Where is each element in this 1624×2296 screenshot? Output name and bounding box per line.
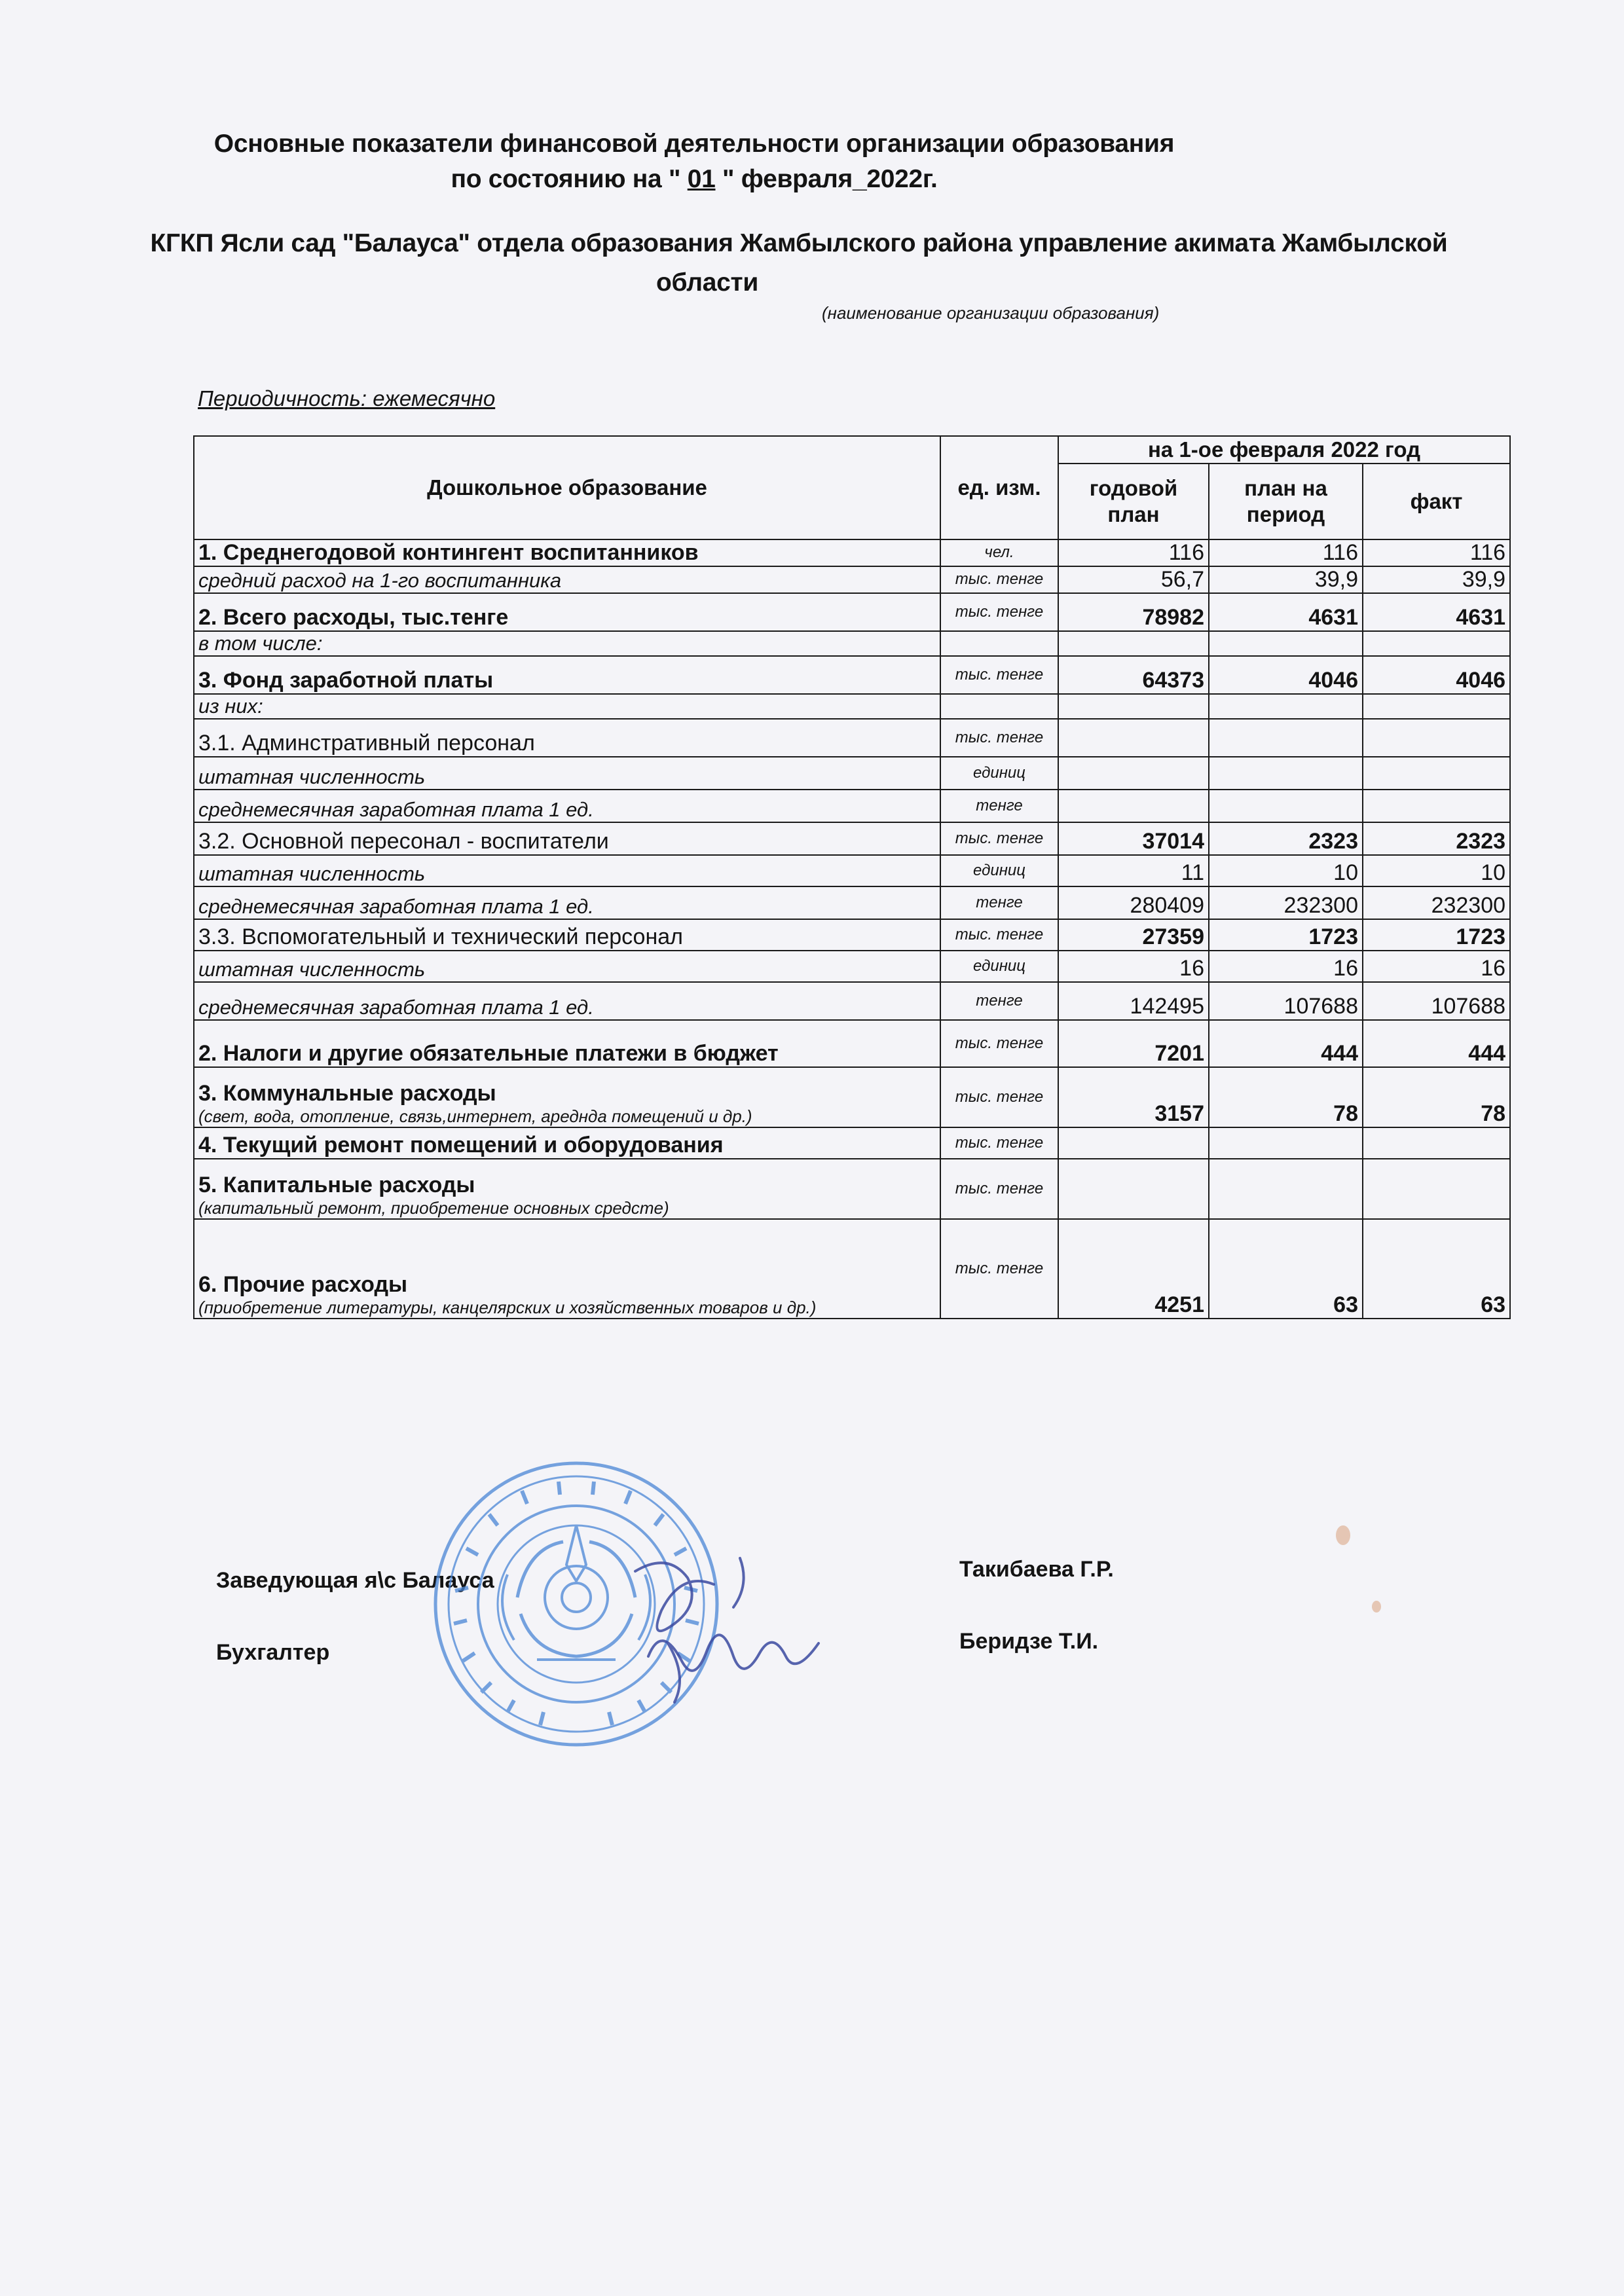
header-annual-plan: годовой план: [1058, 464, 1209, 539]
head-title: Заведующая я\с Балауса: [216, 1568, 494, 1593]
row-value-annual: 78982: [1058, 593, 1209, 631]
row-indicator-name: [194, 719, 940, 757]
row-value-fact: 2323: [1363, 822, 1510, 855]
table-row: [194, 757, 1510, 790]
row-unit: [940, 694, 1058, 719]
accountant-signature-icon: [609, 1545, 845, 1715]
row-value-period: 78: [1209, 1067, 1363, 1127]
row-value-annual: [1058, 719, 1209, 757]
table-row: [194, 1159, 1510, 1219]
row-value-annual: 4251: [1058, 1219, 1209, 1319]
row-unit: единиц: [940, 951, 1058, 982]
header-unit: ед. изм.: [940, 436, 1058, 539]
row-unit: тыс. тенге: [940, 1159, 1058, 1219]
row-indicator-name: [194, 566, 940, 593]
row-value-period: 107688: [1209, 982, 1363, 1020]
row-indicator-label: 1. Среднегодовой контингент воспитанников: [198, 539, 699, 565]
row-unit: [940, 631, 1058, 656]
row-value-fact: [1363, 719, 1510, 757]
document-date-line: [0, 165, 1506, 194]
row-indicator-name: [194, 1067, 940, 1127]
row-value-fact: 10: [1363, 855, 1510, 886]
row-value-period: 1723: [1209, 919, 1363, 951]
row-value-period: [1209, 790, 1363, 822]
row-value-fact: [1363, 631, 1510, 656]
row-value-period: 39,9: [1209, 566, 1363, 593]
table-row: [194, 855, 1510, 886]
row-value-annual: 116: [1058, 539, 1209, 566]
row-value-annual: 16: [1058, 951, 1209, 982]
header-period-plan: план на период: [1209, 464, 1363, 539]
row-indicator-name: [194, 886, 940, 919]
row-value-period: 10: [1209, 855, 1363, 886]
row-value-period: 4631: [1209, 593, 1363, 631]
table-row: [194, 566, 1510, 593]
row-unit: тыс. тенге: [940, 919, 1058, 951]
row-indicator-label: 3.2. Основной пересонал - воспитатели: [198, 828, 609, 854]
row-value-period: 63: [1209, 1219, 1363, 1319]
table-row: [194, 656, 1510, 694]
row-indicator-name: [194, 982, 940, 1020]
table-row: [194, 631, 1510, 656]
row-value-period: [1209, 719, 1363, 757]
table-row: [194, 790, 1510, 822]
header-date-group: на 1-ое февраля 2022 год: [1058, 436, 1510, 464]
table-row: [194, 719, 1510, 757]
row-indicator-label: 6. Прочие расходы: [198, 1271, 408, 1297]
row-indicator-label: 4. Текущий ремонт помещений и оборудования: [198, 1132, 724, 1157]
table-row: [194, 1127, 1510, 1159]
accountant-title: Бухгалтер: [216, 1640, 330, 1665]
row-value-period: 444: [1209, 1020, 1363, 1067]
header-indicator: Дошкольное образование: [194, 436, 940, 539]
row-indicator-note: (приобретение литературы, канцелярских и хозяйственных товаров и др.): [198, 1297, 817, 1317]
row-indicator-label: в том числе:: [198, 631, 323, 655]
row-indicator-name: [194, 951, 940, 982]
row-value-annual: [1058, 631, 1209, 656]
row-unit: единиц: [940, 757, 1058, 790]
row-indicator-label: из них:: [198, 694, 263, 718]
head-name: Такибаева Г.Р.: [959, 1557, 1114, 1582]
row-value-period: 116: [1209, 539, 1363, 566]
row-indicator-name: [194, 1127, 940, 1159]
table-row: [194, 593, 1510, 631]
row-indicator-label: 2. Налоги и другие обязательные платежи в бюджет: [198, 1040, 779, 1066]
row-indicator-label: 3.1. Админстративный персонал: [198, 730, 535, 756]
row-value-fact: 444: [1363, 1020, 1510, 1067]
row-value-fact: [1363, 1159, 1510, 1219]
row-value-annual: 280409: [1058, 886, 1209, 919]
row-value-fact: 16: [1363, 951, 1510, 982]
row-value-period: [1209, 1159, 1363, 1219]
row-value-period: [1209, 1127, 1363, 1159]
row-value-annual: [1058, 1127, 1209, 1159]
row-unit: тыс. тенге: [940, 566, 1058, 593]
row-indicator-name: [194, 855, 940, 886]
row-indicator-name: [194, 1020, 940, 1067]
row-unit: тыс. тенге: [940, 1219, 1058, 1319]
row-indicator-note: (капитальный ремонт, приобретение основных средсте): [198, 1197, 669, 1218]
row-unit: тыс. тенге: [940, 719, 1058, 757]
row-indicator-label: штатная численность: [198, 862, 426, 885]
row-indicator-label: средний расход на 1-го воспитанника: [198, 568, 562, 592]
row-indicator-label: штатная численность: [198, 957, 426, 981]
organization-name-line1: КГКП Ясли сад "Балауса" отдела образования Жамбылского района управление акимата Жамбылской: [150, 229, 1448, 257]
row-indicator-name: [194, 1219, 940, 1319]
row-unit: тыс. тенге: [940, 1067, 1058, 1127]
document-title: Основные показатели финансовой деятельности организации образования: [213, 130, 1175, 158]
row-value-annual: 64373: [1058, 656, 1209, 694]
row-value-fact: 116: [1363, 539, 1510, 566]
row-value-period: [1209, 757, 1363, 790]
row-value-fact: [1363, 694, 1510, 719]
row-value-annual: 3157: [1058, 1067, 1209, 1127]
accountant-name: Беридзе Т.И.: [959, 1629, 1099, 1654]
row-indicator-label: среднемесячная заработная плата 1 ед.: [198, 995, 594, 1019]
row-indicator-label: 2. Всего расходы, тыс.тенге: [198, 604, 509, 630]
row-indicator-name: [194, 822, 940, 855]
row-indicator-name: [194, 919, 940, 951]
row-indicator-label: среднемесячная заработная плата 1 ед.: [198, 797, 594, 821]
row-value-annual: 27359: [1058, 919, 1209, 951]
table-body: [194, 539, 1510, 1319]
row-value-fact: 78: [1363, 1067, 1510, 1127]
table-row: [194, 1067, 1510, 1127]
row-value-period: 16: [1209, 951, 1363, 982]
row-indicator-label: 3. Коммунальные расходы: [198, 1080, 496, 1106]
row-unit: тыс. тенге: [940, 1127, 1058, 1159]
row-indicator-name: [194, 539, 940, 566]
row-value-fact: 107688: [1363, 982, 1510, 1020]
table-row: [194, 1219, 1510, 1319]
row-indicator-label: 3.3. Вспомогательный и технический персонал: [198, 924, 683, 949]
row-indicator-label: 5. Капитальные расходы: [198, 1172, 475, 1197]
row-value-annual: [1058, 694, 1209, 719]
row-unit: тенге: [940, 790, 1058, 822]
table-row: [194, 951, 1510, 982]
row-value-period: [1209, 631, 1363, 656]
row-unit: тенге: [940, 982, 1058, 1020]
table-row: [194, 539, 1510, 566]
periodicity-label: Периодичность: ежемесячно: [198, 386, 496, 410]
row-indicator-label: среднемесячная заработная плата 1 ед.: [198, 894, 594, 918]
table-row: [194, 982, 1510, 1020]
row-value-fact: 4046: [1363, 656, 1510, 694]
table-row: [194, 1020, 1510, 1067]
row-unit: тыс. тенге: [940, 656, 1058, 694]
row-value-annual: [1058, 790, 1209, 822]
row-value-fact: 1723: [1363, 919, 1510, 951]
row-indicator-label: штатная численность: [198, 765, 426, 788]
paper-smudge: [1336, 1525, 1350, 1545]
row-value-annual: [1058, 757, 1209, 790]
row-indicator-name: [194, 1159, 940, 1219]
row-indicator-name: [194, 593, 940, 631]
row-unit: тыс. тенге: [940, 822, 1058, 855]
row-indicator-name: [194, 694, 940, 719]
row-value-fact: [1363, 757, 1510, 790]
table-row: [194, 822, 1510, 855]
row-unit: тыс. тенге: [940, 1020, 1058, 1067]
row-value-annual: 56,7: [1058, 566, 1209, 593]
row-value-fact: 4631: [1363, 593, 1510, 631]
row-value-period: 2323: [1209, 822, 1363, 855]
row-value-fact: 63: [1363, 1219, 1510, 1319]
row-unit: чел.: [940, 539, 1058, 566]
row-indicator-note: (свет, вода, отопление, связь,интернет, ареднда помещений и др.): [198, 1106, 752, 1126]
date-day: 01: [687, 165, 716, 193]
row-value-fact: 232300: [1363, 886, 1510, 919]
date-prefix: по состоянию на ": [451, 165, 688, 193]
row-indicator-name: [194, 790, 940, 822]
row-indicator-name: [194, 656, 940, 694]
row-value-annual: 37014: [1058, 822, 1209, 855]
row-value-period: 4046: [1209, 656, 1363, 694]
row-indicator-name: [194, 757, 940, 790]
row-indicator-name: [194, 631, 940, 656]
row-unit: тыс. тенге: [940, 593, 1058, 631]
row-value-fact: 39,9: [1363, 566, 1510, 593]
organization-name-line2: области: [655, 268, 759, 297]
row-value-annual: 7201: [1058, 1020, 1209, 1067]
row-value-annual: 11: [1058, 855, 1209, 886]
financial-indicators-table: [193, 435, 1511, 1319]
table-row: [194, 886, 1510, 919]
row-value-annual: [1058, 1159, 1209, 1219]
row-unit: единиц: [940, 855, 1058, 886]
row-unit: тенге: [940, 886, 1058, 919]
row-indicator-label: 3. Фонд заработной платы: [198, 667, 494, 693]
date-suffix: " февраля_2022г.: [715, 165, 938, 193]
row-value-annual: 142495: [1058, 982, 1209, 1020]
organization-name-note: (наименование организации образования): [822, 303, 1160, 323]
paper-smudge: [1372, 1601, 1381, 1613]
row-value-period: [1209, 694, 1363, 719]
row-value-fact: [1363, 1127, 1510, 1159]
table-row: [194, 919, 1510, 951]
header-fact: факт: [1363, 464, 1510, 539]
row-value-period: 232300: [1209, 886, 1363, 919]
row-value-fact: [1363, 790, 1510, 822]
table-row: [194, 694, 1510, 719]
